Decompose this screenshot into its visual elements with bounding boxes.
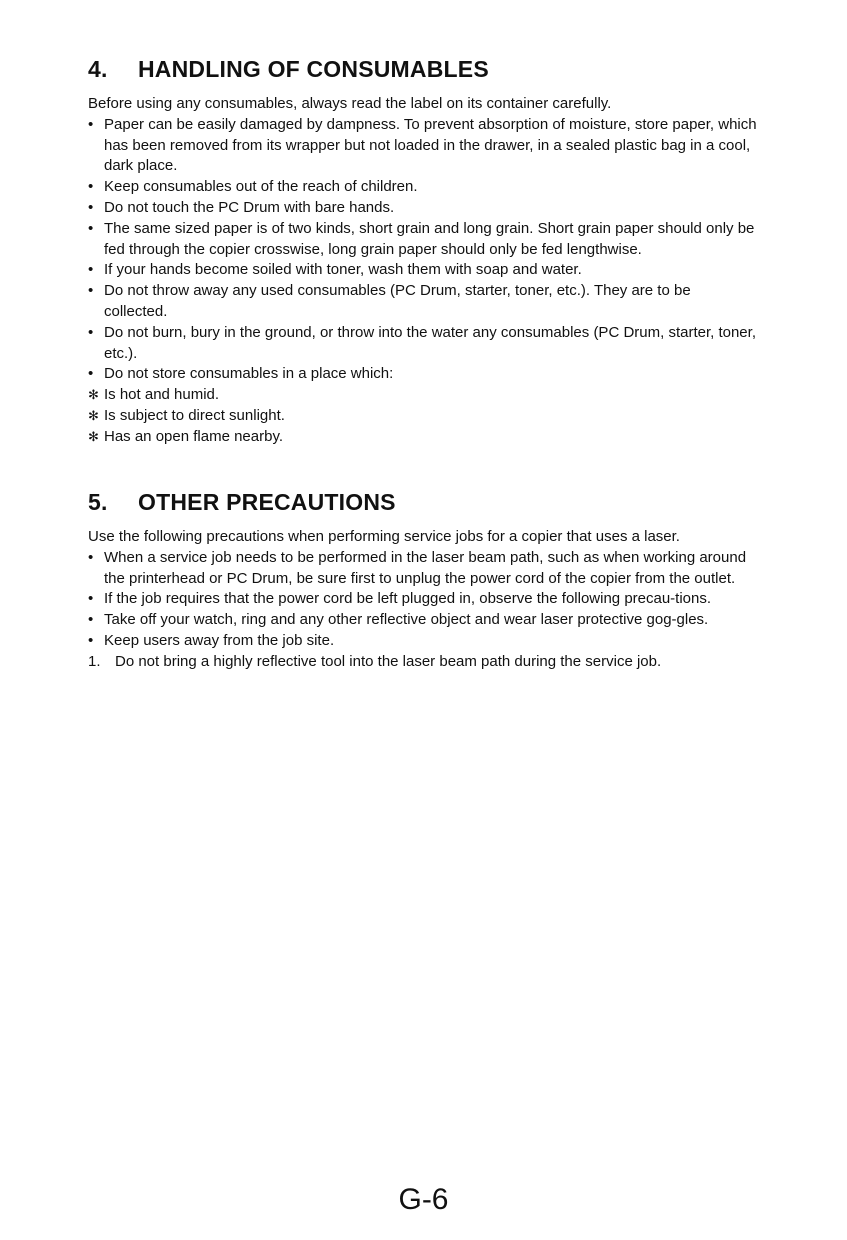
asterisk-icon: ✻	[88, 428, 99, 444]
sub-list-item	[88, 406, 758, 427]
list-item	[88, 198, 758, 219]
asterisk-icon: ✻	[88, 407, 99, 423]
bullet-icon: •	[88, 261, 94, 279]
bullet-icon: •	[88, 365, 94, 383]
bullet-icon: •	[88, 178, 94, 196]
item-number: 1.	[88, 652, 101, 670]
list-item	[88, 219, 758, 261]
list-item-text: Do not touch the PC Drum with bare hands.	[104, 198, 395, 216]
bullet-icon: •	[88, 219, 94, 237]
list-item-text: Keep users away from the job site.	[104, 631, 335, 649]
list-item	[88, 177, 758, 198]
numbered-item	[88, 652, 758, 673]
bullet-icon: •	[88, 548, 94, 566]
list-item-text: Do not store consumables in a place which:	[104, 365, 394, 383]
list-item	[88, 589, 758, 610]
list-item	[88, 610, 758, 631]
section-number: 4.	[88, 56, 108, 82]
list-item	[88, 281, 758, 323]
list-item-text: Paper can be easily damaged by dampness. To prevent absorption of moisture, store paper, which has been removed from its wrapper but not loaded in the drawer, in a sealed plastic bag in a cool, dark place.	[104, 115, 757, 175]
bullet-list	[88, 115, 758, 385]
bullet-icon: •	[88, 282, 94, 300]
bullet-list	[88, 548, 758, 652]
list-item-text: If your hands become soiled with toner, wash them with soap and water.	[104, 261, 582, 279]
sub-list-item-text: Has an open flame nearby.	[104, 427, 283, 445]
section-number: 5.	[88, 489, 108, 515]
list-item	[88, 323, 758, 365]
list-item-text: When a service job needs to be performed in the laser beam path, such as when working around the printerhead or PC Drum, be sure first to unplug the power cord of the copier from the outlet.	[104, 548, 747, 587]
section-handling-of-consumables	[88, 54, 758, 448]
bullet-icon: •	[88, 611, 94, 629]
section-heading	[88, 54, 758, 84]
page-number: G-6	[398, 1183, 449, 1216]
list-item	[88, 548, 758, 590]
section-other-precautions	[88, 487, 758, 673]
sub-list-item	[88, 427, 758, 448]
sub-list-item	[88, 385, 758, 406]
asterisk-list	[88, 385, 758, 447]
list-item-text: Take off your watch, ring and any other reflective object and wear laser protective gog-gles.	[104, 611, 709, 629]
bullet-icon: •	[88, 590, 94, 608]
bullet-icon: •	[88, 198, 94, 216]
list-item	[88, 115, 758, 177]
list-item-text: If the job requires that the power cord be left plugged in, observe the following precau-tions.	[104, 590, 712, 608]
asterisk-icon: ✻	[88, 387, 99, 403]
section-intro: Use the following precautions when performing service jobs for a copier that uses a laser.	[88, 528, 680, 545]
list-item	[88, 260, 758, 281]
list-item	[88, 364, 758, 385]
section-heading	[88, 487, 758, 517]
sub-list-item-text: Is subject to direct sunlight.	[104, 406, 285, 424]
list-item-text: The same sized paper is of two kinds, short grain and long grain. Short grain paper should only be fed through the copier crosswise, long grain paper should only be fed lengthwise.	[104, 219, 755, 258]
numbered-list	[88, 652, 758, 673]
bullet-icon: •	[88, 115, 94, 133]
section-intro: Before using any consumables, always read the label on its container carefully.	[88, 95, 612, 112]
list-item	[88, 631, 758, 652]
sub-list-item-text: Is hot and humid.	[104, 386, 220, 404]
section-title: HANDLING OF CONSUMABLES	[138, 56, 489, 82]
bullet-icon: •	[88, 631, 94, 649]
bullet-icon: •	[88, 323, 94, 341]
list-item-text: Do not throw away any used consumables (PC Drum, starter, toner, etc.). They are to be collected.	[104, 282, 691, 320]
section-title: OTHER PRECAUTIONS	[138, 489, 396, 515]
list-item-text: Keep consumables out of the reach of children.	[104, 178, 418, 196]
numbered-item-text: Do not bring a highly reflective tool into the laser beam path during the service job.	[115, 652, 662, 670]
list-item-text: Do not burn, bury in the ground, or throw into the water any consumables (PC Drum, starter, toner, etc.).	[104, 323, 756, 362]
